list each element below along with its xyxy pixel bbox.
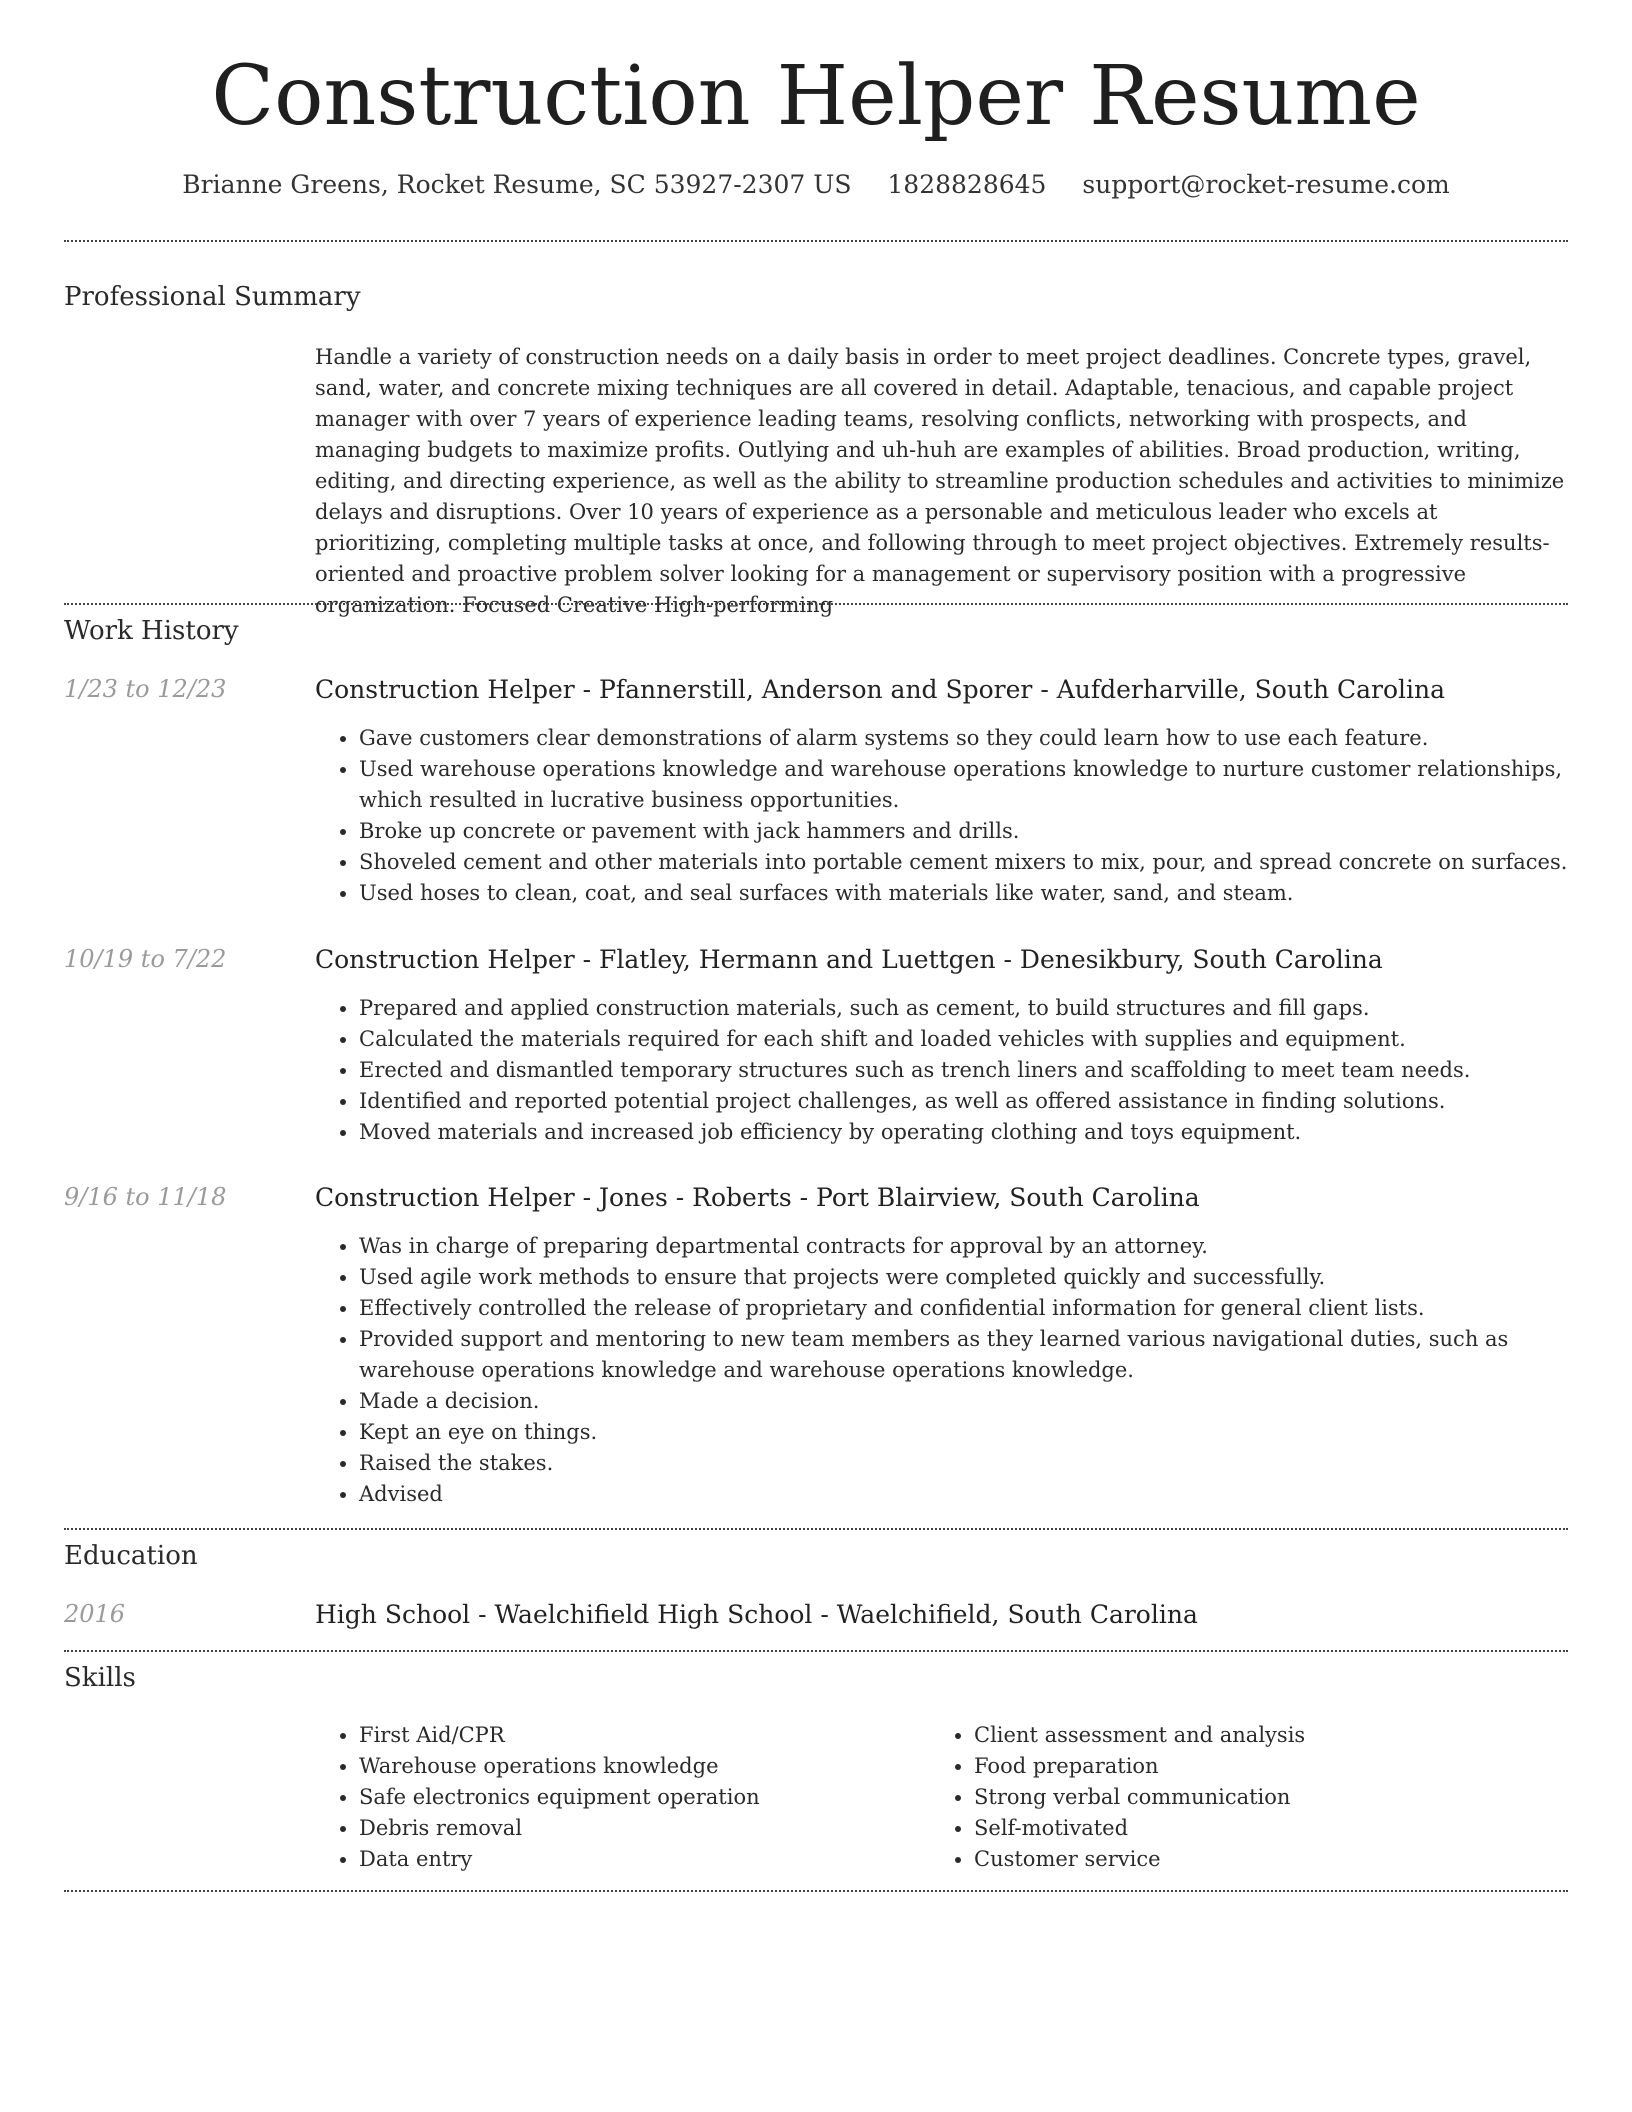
job-dates: 10/19 to 7/22 [64, 945, 227, 973]
job-bullet: • Kept an eye on things. [359, 1417, 1570, 1448]
skill-item: • Strong verbal communication [974, 1782, 1530, 1813]
education-title: High School - Waelchifield High School - Waelchifield, South Carolina [315, 1600, 1198, 1629]
skills-list-left [315, 1720, 915, 1875]
job-dates: 9/16 to 11/18 [64, 1183, 227, 1211]
skills-heading: Skills [64, 1663, 136, 1693]
skill-item: • Client assessment and analysis [974, 1720, 1530, 1751]
job-bullet: • Shoveled cement and other materials into portable cement mixers to mix, pour, and spread concrete on surfaces. [359, 847, 1570, 878]
skill-item: • Data entry [359, 1844, 915, 1875]
job-bullet: • Effectively controlled the release of proprietary and confidential information for general client lists. [359, 1293, 1570, 1324]
skills-list-right [930, 1720, 1530, 1875]
job-bullet: • Used agile work methods to ensure that projects were completed quickly and successfully. [359, 1262, 1570, 1293]
section-divider [64, 1528, 1568, 1530]
job-bullet: • Broke up concrete or pavement with jack hammers and drills. [359, 816, 1570, 847]
job-title: Construction Helper - Flatley, Hermann and Luettgen - Denesikbury, South Carolina [315, 945, 1383, 974]
job-bullet: • Gave customers clear demonstrations of alarm systems so they could learn how to use each feature. [359, 723, 1570, 754]
summary-text: Handle a variety of construction needs on a daily basis in order to meet project deadlines. Concrete types, gravel, sand, water, and concrete mixing techniques are all covered in detail. Adaptable, tenacious, and capable project manager with over 7 years of experience leading teams, resolving conflicts, networking with prospects, and managing budgets to maximize profits. Outlying and uh-huh are examples of abilities. Broad production, writing, editing, and directing experience, as well as the ability to streamline production schedules and activities to minimize delays and disruptions. Over 10 years of experience as a personable and meticulous leader who excels at prioritizing, completing multiple tasks at once, and following through to meet project objectives. Extremely results-oriented and proactive problem solver looking for a management or supervisory position with a progressive organization. Focused Creative High-performing [315, 345, 1565, 617]
skill-item: • Customer service [974, 1844, 1530, 1875]
education-heading: Education [64, 1541, 198, 1571]
summary-heading: Professional Summary [64, 282, 361, 312]
job-bullets [315, 723, 1570, 909]
job-bullet: • Provided support and mentoring to new team members as they learned various navigational duties, such as warehouse operations knowledge and warehouse operations knowledge. [359, 1324, 1570, 1386]
contact-email: support@rocket-resume.com [1082, 170, 1450, 199]
section-divider [64, 1890, 1568, 1892]
section-divider [64, 603, 1568, 605]
contact-phone: 1828828645 [887, 170, 1047, 199]
job-bullet: • Identified and reported potential project challenges, as well as offered assistance in finding solutions. [359, 1086, 1570, 1117]
job-bullet: • Used hoses to clean, coat, and seal surfaces with materials like water, sand, and steam. [359, 878, 1570, 909]
skill-item: • Food preparation [974, 1751, 1530, 1782]
job-bullet: • Moved materials and increased job efficiency by operating clothing and toys equipment. [359, 1117, 1570, 1148]
resume-title: Construction Helper Resume [211, 49, 1421, 144]
skill-item: • Debris removal [359, 1813, 915, 1844]
skill-item: • First Aid/CPR [359, 1720, 915, 1751]
education-year: 2016 [64, 1600, 126, 1628]
contact-line [0, 170, 1632, 200]
skill-item: • Warehouse operations knowledge [359, 1751, 915, 1782]
job-bullet: • Erected and dismantled temporary structures such as trench liners and scaffolding to meet team needs. [359, 1055, 1570, 1086]
job-bullets [315, 993, 1570, 1148]
contact-address: Brianne Greens, Rocket Resume, SC 53927-2307 US [182, 170, 852, 199]
job-title: Construction Helper - Jones - Roberts - Port Blairview, South Carolina [315, 1183, 1200, 1212]
job-bullet: • Was in charge of preparing departmental contracts for approval by an attorney. [359, 1231, 1570, 1262]
section-divider [64, 1650, 1568, 1652]
job-bullet: • Raised the stakes. [359, 1448, 1570, 1479]
section-divider [64, 240, 1568, 242]
job-bullet: • Advised [359, 1479, 1570, 1510]
job-bullet: • Made a decision. [359, 1386, 1570, 1417]
job-bullet: • Used warehouse operations knowledge and warehouse operations knowledge to nurture customer relationships, which resulted in lucrative business opportunities. [359, 754, 1570, 816]
job-title: Construction Helper - Pfannerstill, Anderson and Sporer - Aufderharville, South Carolina [315, 675, 1446, 704]
skill-item: • Safe electronics equipment operation [359, 1782, 915, 1813]
job-dates: 1/23 to 12/23 [64, 675, 227, 703]
skill-item: • Self-motivated [974, 1813, 1530, 1844]
job-bullet: • Prepared and applied construction materials, such as cement, to build structures and fill gaps. [359, 993, 1570, 1024]
job-bullet: • Calculated the materials required for each shift and loaded vehicles with supplies and equipment. [359, 1024, 1570, 1055]
job-bullets [315, 1231, 1570, 1510]
work-history-heading: Work History [64, 616, 239, 646]
